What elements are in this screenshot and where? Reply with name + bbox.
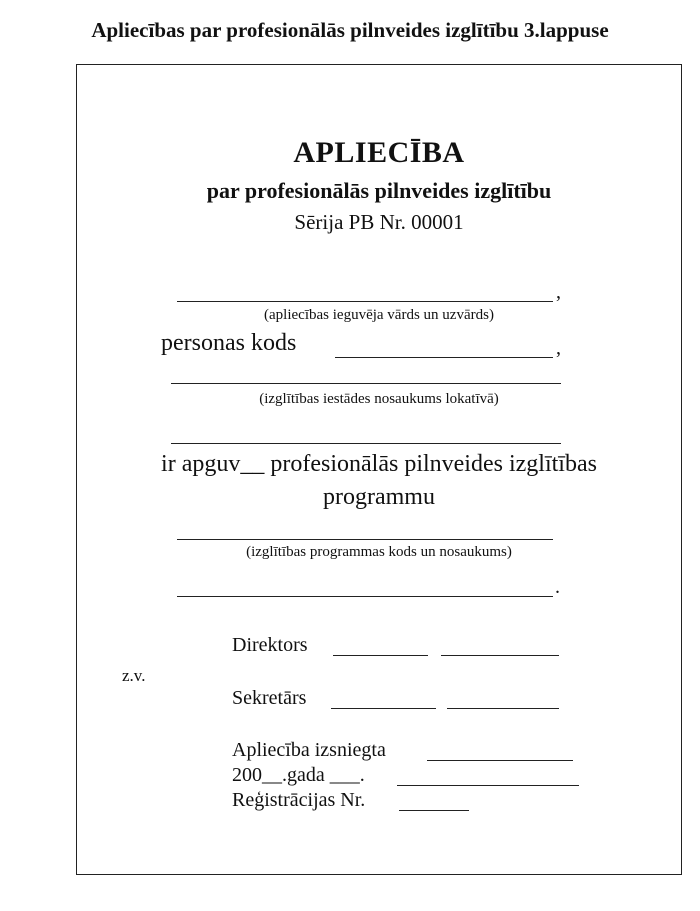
personal-code-comma: , bbox=[556, 337, 561, 359]
director-label: Direktors bbox=[232, 634, 308, 656]
secretary-signature-line bbox=[331, 708, 436, 709]
personal-code-label: personas kods bbox=[161, 330, 297, 356]
program-period: . bbox=[555, 576, 560, 598]
date-label: 200__.gada ___. bbox=[232, 764, 365, 786]
holder-name-comma: , bbox=[556, 281, 561, 303]
page-heading: Apliecības par profesionālās pilnveides izglītību 3.lappuse bbox=[91, 18, 609, 42]
certificate-subtitle: par profesionālās pilnveides izglītību bbox=[206, 178, 552, 203]
personal-code-line bbox=[335, 357, 553, 358]
registration-label: Reģistrācijas Nr. bbox=[232, 789, 366, 811]
certificate-frame bbox=[76, 64, 682, 875]
program-word: programmu bbox=[323, 484, 435, 510]
issued-label: Apliecība izsniegta bbox=[232, 739, 386, 761]
institution-caption: (izglītības iestādes nosaukums lokatīvā) bbox=[259, 391, 499, 407]
director-name-line bbox=[441, 655, 559, 656]
secretary-label: Sekretārs bbox=[232, 687, 307, 709]
date-line bbox=[397, 785, 579, 786]
secretary-name-line bbox=[447, 708, 559, 709]
director-signature-line bbox=[333, 655, 428, 656]
certificate-series: Sērija PB Nr. 00001 bbox=[294, 210, 464, 234]
holder-name-caption: (apliecības ieguvēja vārds un uzvārds) bbox=[264, 307, 494, 323]
program-line bbox=[177, 539, 553, 540]
registration-line bbox=[399, 810, 469, 811]
program-caption: (izglītības programmas kods un nosaukums) bbox=[246, 544, 512, 560]
institution-line-2 bbox=[171, 443, 561, 444]
institution-line bbox=[171, 383, 561, 384]
holder-name-line bbox=[177, 301, 553, 302]
program-line-2 bbox=[177, 596, 553, 597]
certificate-title: APLIECĪBA bbox=[293, 136, 465, 169]
completed-text: ir apguv__ profesionālās pilnveides izglītības bbox=[161, 451, 597, 477]
seal-label: z.v. bbox=[122, 666, 146, 685]
issued-line bbox=[427, 760, 573, 761]
